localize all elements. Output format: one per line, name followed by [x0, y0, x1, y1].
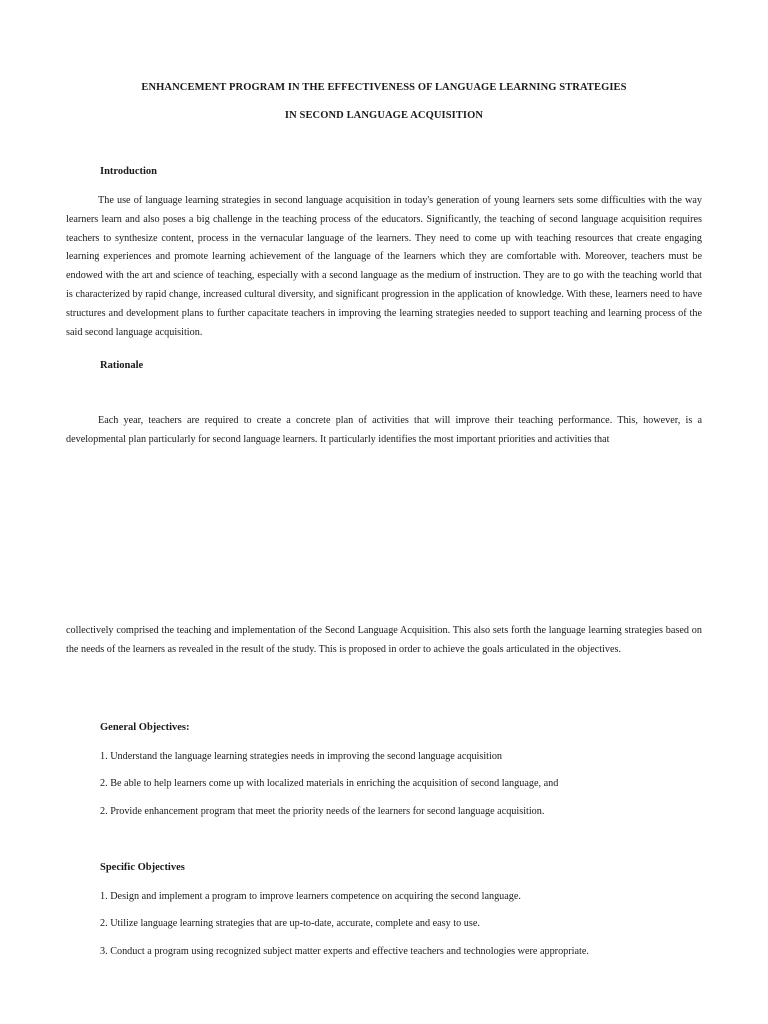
rationale-heading: Rationale — [100, 360, 144, 371]
introduction-heading: Introduction — [100, 166, 157, 177]
rationale-paragraph-part-1: Each year, teachers are required to create a concrete plan of activities that will improve their teaching performance. This, however, is a developmental plan particularly for second language learners. It particularly identifies the most important priorities and activities that — [66, 415, 702, 445]
general-objective-item: 2. Provide enhancement program that meet the priority needs of the learners for second language acquisition. — [100, 806, 545, 817]
introduction-paragraph: The use of language learning strategies in second language acquisition in today's generation of young learners sets some difficulties with the way learners learn and also poses a big challenge in the teaching process of the educators. Significantly, the teaching of second language acquisition requires teachers to synthesize content, process in the vernacular language of the learners. They need to come up with teaching resources that create engaging learning experiences and promote learning achievement of the language of the learners which they are comfortable with. Moreover, teachers must be endowed with the art and science of teaching, especially with a second language as the medium of instruction. They are to go with the teaching world that is characterized by rapid change, increased cultural diversity, and significant progression in the application of knowledge. With these, learners need to have structures and development plans to further capacitate teachers in improving the learning strategies needed to support teaching and learning process of the said second language acquisition. — [66, 195, 702, 338]
document-title-line-1: ENHANCEMENT PROGRAM IN THE EFFECTIVENESS OF LANGUAGE LEARNING STRATEGIES — [141, 82, 627, 93]
general-objective-item: 2. Be able to help learners come up with localized materials in enriching the acquisition of second language, and — [100, 778, 559, 789]
rationale-paragraph-part-2: collectively comprised the teaching and implementation of the Second Language Acquisition. This also sets forth the language learning strategies based on the needs of the learners as revealed in the result of the study. This is proposed in order to achieve the goals articulated in the objectives. — [66, 625, 702, 655]
general-objectives-heading: General Objectives: — [100, 722, 190, 733]
general-objective-item: 1. Understand the language learning strategies needs in improving the second language acquisition — [100, 751, 503, 762]
specific-objective-item: 1. Design and implement a program to improve learners competence on acquiring the second language. — [100, 891, 521, 902]
specific-objectives-heading: Specific Objectives — [100, 862, 185, 873]
specific-objective-item: 3. Conduct a program using recognized subject matter experts and effective teachers and technologies were appropriate. — [100, 946, 589, 957]
document-title-line-2: IN SECOND LANGUAGE ACQUISITION — [284, 110, 484, 121]
specific-objective-item: 2. Utilize language learning strategies that are up-to-date, accurate, complete and easy to use. — [100, 918, 480, 929]
